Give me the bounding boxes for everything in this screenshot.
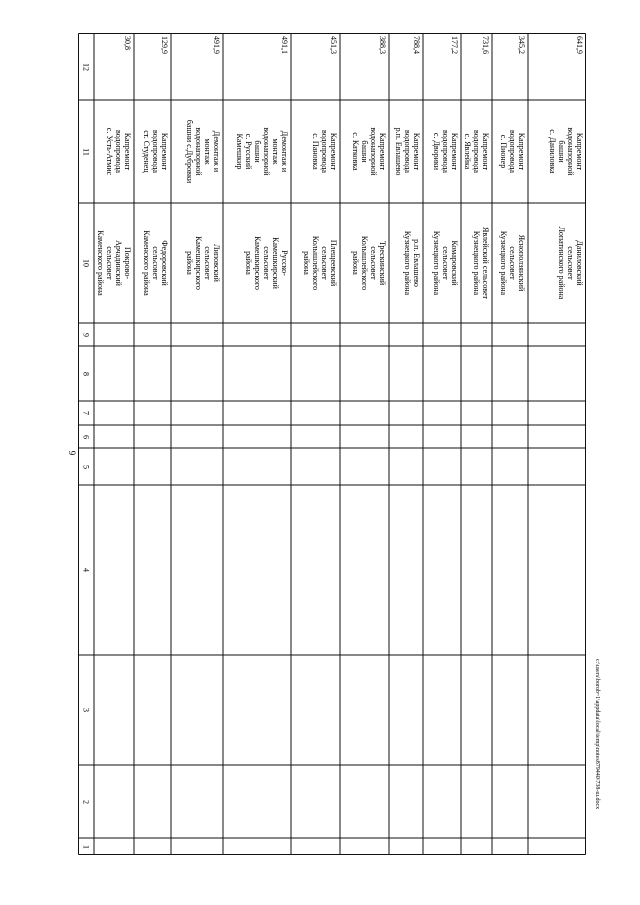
table-cell-amount xyxy=(423,33,461,100)
table-cell-amount xyxy=(492,33,528,100)
table-cell-text: 345,2 xyxy=(517,36,526,54)
table-cell-text: Плещеевский сельсовет Колышлейского района xyxy=(302,235,338,291)
table-cell-text: Капремонт водонапорной башни с. Даниловка xyxy=(548,127,584,176)
column-header-label: 1 xyxy=(81,844,91,849)
table-cell-work xyxy=(461,100,492,203)
table-cell-text: 129,9 xyxy=(160,36,169,54)
table-cell-area xyxy=(171,203,223,323)
table-cell-text: Демонтаж и монтаж водонапорной башни с. Русский Камешкир xyxy=(235,127,289,176)
works-table xyxy=(78,33,586,855)
column-header-label: 3 xyxy=(81,708,91,712)
table-cell-text: 788,4 xyxy=(412,36,421,54)
table-cell-work xyxy=(528,100,586,203)
column-header-1 xyxy=(78,838,94,855)
table-cell-text: Ясноползянский сельсовет Кузнецкого района xyxy=(499,230,526,296)
table-cell-area xyxy=(340,203,389,323)
table-cell-work xyxy=(171,100,223,203)
column-header-8 xyxy=(78,346,94,401)
page-number-text: 9 xyxy=(67,450,77,456)
table-cell-text: 388,3 xyxy=(378,36,387,54)
table-cell-area xyxy=(389,203,423,323)
column-header-label: 7 xyxy=(81,411,91,415)
column-header-label: 8 xyxy=(81,371,91,376)
table-cell-amount xyxy=(389,33,423,100)
table-cell-text: 30,8 xyxy=(123,36,132,50)
table-cell-area xyxy=(423,203,461,323)
table-cell-work xyxy=(223,100,291,203)
table-cell-amount xyxy=(340,33,389,100)
table-cell-text: Даниловский сельсовет Лопатинского района xyxy=(557,226,584,300)
column-header-label: 9 xyxy=(81,332,91,337)
table-cell-area xyxy=(461,203,492,323)
column-header-label: 6 xyxy=(81,434,91,439)
table-cell-area xyxy=(291,203,340,323)
table-cell-text: Русско- Камешкирский сельсовет Камешкирского района xyxy=(244,236,289,290)
table-cell-area xyxy=(134,203,171,323)
table-cell-area xyxy=(223,203,291,323)
table-cell-amount xyxy=(291,33,340,100)
table-cell-text: Капремонт водопровода с. Дворики xyxy=(432,130,459,173)
table-cell-text: Капремонт водопровода с. Усть-Атмис xyxy=(105,127,132,176)
table-cell-text: Капремонт водопровода с. Пионер xyxy=(499,130,526,173)
table-cell-text: 491,1 xyxy=(280,36,289,54)
table-cell-amount xyxy=(134,33,171,100)
table-cell-text: 731,6 xyxy=(481,36,490,54)
table-cell-text: Трескинский сельсовет Колышлейского района xyxy=(351,235,387,291)
table-cell-text: 451,3 xyxy=(329,36,338,54)
table-cell-work xyxy=(492,100,528,203)
column-header-6 xyxy=(78,425,94,448)
table-cell-text: Комаровский сельсовет Кузнецкого района xyxy=(432,230,459,296)
column-header-2 xyxy=(78,765,94,838)
column-header-12 xyxy=(78,33,94,100)
column-header-7 xyxy=(78,401,94,425)
column-header-10 xyxy=(78,203,94,323)
table-cell-amount xyxy=(223,33,291,100)
table-cell-text: 491,9 xyxy=(212,36,221,54)
column-header-4 xyxy=(78,485,94,655)
column-header-label: 11 xyxy=(81,147,91,156)
table-cell-area xyxy=(94,203,134,323)
table-cell-text: Демонтаж и монтаж водонапорной башни с.Дубровки xyxy=(185,119,221,184)
column-header-9 xyxy=(78,323,94,346)
table-cell-text: 641,9 xyxy=(575,36,584,54)
table-cell-text: Капремонт водопровода р.п. Евлашево xyxy=(394,127,421,176)
table-cell-area xyxy=(528,203,586,323)
table-cell-text: р.п. Евлашево Кузнецкого района xyxy=(403,230,421,296)
table-cell-work xyxy=(423,100,461,203)
table-cell-text: Покрово- Арчадинский сельсовет Каменского района xyxy=(96,230,132,296)
table-cell-text: 177,2 xyxy=(450,36,459,54)
table-cell-text: Федоровский сельсовет Каменского района xyxy=(142,230,169,296)
column-header-label: 2 xyxy=(81,799,91,804)
table-cell-text: Капремонт водонапорной башни с. Катковка xyxy=(351,127,387,176)
table-cell-work xyxy=(134,100,171,203)
page-number xyxy=(66,447,78,459)
table-cell-work xyxy=(340,100,389,203)
column-header-11 xyxy=(78,100,94,203)
table-cell-text: Капремонт водопровода ст. Студенец xyxy=(142,130,169,173)
footer-file-path-text: c:\users\borob~1\appdata\local\temp\notes879440\738-ш.docx xyxy=(594,658,600,810)
table-cell-work xyxy=(389,100,423,203)
table-cell-amount xyxy=(171,33,223,100)
table-cell-text: Капремонт водопровода с. Пановка xyxy=(311,130,338,173)
table-cell-amount xyxy=(461,33,492,100)
table-cell-work xyxy=(291,100,340,203)
column-header-label: 10 xyxy=(81,259,91,267)
table-cell-text: Явлейский сельсовет Кузнецкого района xyxy=(472,227,490,299)
table-cell-work xyxy=(94,100,134,203)
table-cell-text: Капремонт водопровода с. Явлейка xyxy=(463,130,490,173)
column-header-5 xyxy=(78,448,94,485)
column-header-3 xyxy=(78,655,94,765)
column-header-label: 4 xyxy=(81,568,91,572)
footer-file-path xyxy=(591,622,603,847)
table-cell-area xyxy=(492,203,528,323)
table-cell-amount xyxy=(528,33,586,100)
table-cell-text: Липовский сельсовет Камешкирского района xyxy=(185,236,221,290)
column-header-label: 5 xyxy=(81,464,91,469)
column-header-label: 12 xyxy=(81,62,91,71)
table-cell-amount xyxy=(94,33,134,100)
